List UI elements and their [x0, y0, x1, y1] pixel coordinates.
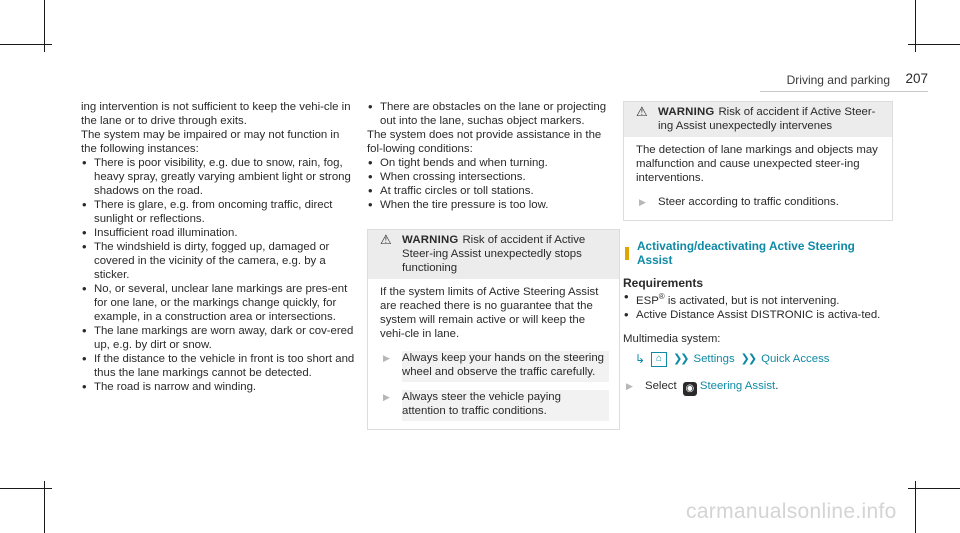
- multimedia-label: Multimedia system:: [623, 332, 721, 345]
- warning-header: [624, 102, 892, 137]
- list-item: • The windshield is dirty, fogged up, damaged or covered in the vicinity of the camera, e.g. by a sticker.: [81, 240, 356, 282]
- warning-triangle-icon: ⚠: [636, 104, 648, 119]
- instruction-step: [623, 379, 893, 396]
- registered-mark: ®: [658, 292, 665, 301]
- column-1: [81, 100, 356, 394]
- step-text: Always steer the vehicle paying attention to traffic conditions.: [402, 390, 609, 421]
- list-item: • No, or several, unclear lane markings are pres-ent for one lane, or the markings change quickly, for example, in a construction area or intersections.: [81, 282, 356, 324]
- bullet-list: [81, 156, 356, 394]
- arrow-right-icon: ▶: [383, 353, 390, 363]
- paragraph: ing intervention is not sufficient to keep the vehi-cle in the lane or to drive through exits.: [81, 101, 351, 127]
- warning-title: WARNING: [402, 234, 459, 246]
- crop-mark: [44, 0, 45, 52]
- paragraph: If the system limits of Active Steering Assist are reached there is no guarantee that the system will remain active or will keep the vehi-cle in lane.: [380, 286, 599, 340]
- bullet-list: [367, 100, 620, 128]
- requirements-list: [623, 290, 893, 322]
- column-3: [623, 101, 893, 396]
- list-item: [623, 290, 893, 308]
- arrow-right-icon: ▶: [639, 197, 646, 207]
- column-2: [367, 100, 620, 430]
- warning-message: Risk of accident if Active Steer-ing Assist unexpectedly stops functioning: [402, 234, 586, 274]
- list-item: • There is glare, e.g. from oncoming traffic, direct sunlight or reflections.: [81, 198, 356, 226]
- arrow-right-icon: ▶: [383, 392, 390, 402]
- steering-wheel-icon: ◉: [683, 382, 697, 396]
- punctuation: .: [775, 379, 779, 392]
- req-text: is activated, but is not intervening.: [664, 294, 840, 307]
- path-arrow-icon: ↳: [635, 352, 646, 367]
- warning-message: Risk of accident if Active Steer-ing Assist unexpectedly intervenes: [658, 106, 876, 132]
- home-icon: ⌂: [651, 352, 667, 367]
- step-text: Always keep your hands on the steering wheel and observe the traffic carefully.: [402, 351, 609, 382]
- section-name: Driving and parking: [786, 73, 890, 87]
- list-item: • There are obstacles on the lane or projecting out into the lane, suchas object markers.: [367, 100, 620, 128]
- double-chevron-icon: ❯❯: [740, 353, 756, 366]
- warning-body: [368, 279, 619, 429]
- req-text: ESP: [636, 294, 659, 307]
- crop-mark: [44, 481, 45, 533]
- warning-box: [623, 101, 893, 221]
- bullet-list: [367, 156, 620, 212]
- steering-assist-option: Steering Assist: [699, 379, 776, 392]
- warning-box: [367, 229, 620, 430]
- list-item: • There is poor visibility, e.g. due to snow, rain, fog, heavy spray, greatly varying ambient light or strong shadows on the road.: [81, 156, 356, 198]
- list-item: • The lane markings are worn away, dark or cov-ered up, e.g. by dirt or snow.: [81, 324, 356, 352]
- warning-text: [402, 233, 611, 275]
- page-header: [760, 73, 928, 89]
- warning-title: WARNING: [658, 106, 715, 118]
- warning-body: [624, 137, 892, 220]
- warning-text: [658, 105, 884, 133]
- list-item: • When the tire pressure is too low.: [367, 198, 620, 212]
- page-number: 207: [905, 71, 928, 86]
- list-item: • On tight bends and when turning.: [367, 156, 620, 170]
- list-item: • If the distance to the vehicle in front is too short and thus the lane markings cannot be detected.: [81, 352, 356, 380]
- menu-quick-access: Quick Access: [761, 353, 830, 366]
- paragraph: The system does not provide assistance in the fol-lowing conditions:: [367, 129, 602, 155]
- instruction-step: [380, 390, 609, 421]
- instruction-step: [380, 351, 609, 382]
- list-item: • The road is narrow and winding.: [81, 380, 356, 394]
- section-heading: [623, 239, 893, 267]
- step-text: Steer according to traffic conditions.: [658, 196, 839, 208]
- watermark: carmanualsonline.info: [686, 500, 897, 523]
- list-item: • Insufficient road illumination.: [81, 226, 356, 240]
- req-text: Active Distance Assist DISTRONIC is activa-ted.: [636, 308, 881, 321]
- paragraph: The detection of lane markings and objects may malfunction and cause unexpected steer-ing interventions.: [636, 144, 878, 184]
- crop-mark: [915, 481, 916, 533]
- list-item: • When crossing intersections.: [367, 170, 620, 184]
- paragraph: The system may be impaired or may not function in the following instances:: [81, 129, 340, 155]
- menu-settings: Settings: [693, 353, 735, 366]
- warning-triangle-icon: ⚠: [380, 232, 392, 247]
- list-item: • At traffic circles or toll stations.: [367, 184, 620, 198]
- step-text: [645, 379, 778, 396]
- list-item: [623, 308, 893, 322]
- instruction-step: [636, 195, 882, 212]
- warning-header: [368, 230, 619, 279]
- double-chevron-icon: ❯❯: [673, 353, 688, 366]
- requirements-heading: Requirements: [623, 276, 704, 290]
- header-rule: [760, 91, 928, 92]
- section-marker: [625, 247, 629, 260]
- arrow-right-icon: ▶: [626, 380, 633, 391]
- select-label: Select: [645, 379, 677, 392]
- crop-mark: [915, 0, 916, 52]
- section-title: Activating/deactivating Active Steering Assist: [637, 239, 855, 267]
- menu-path: [623, 352, 893, 367]
